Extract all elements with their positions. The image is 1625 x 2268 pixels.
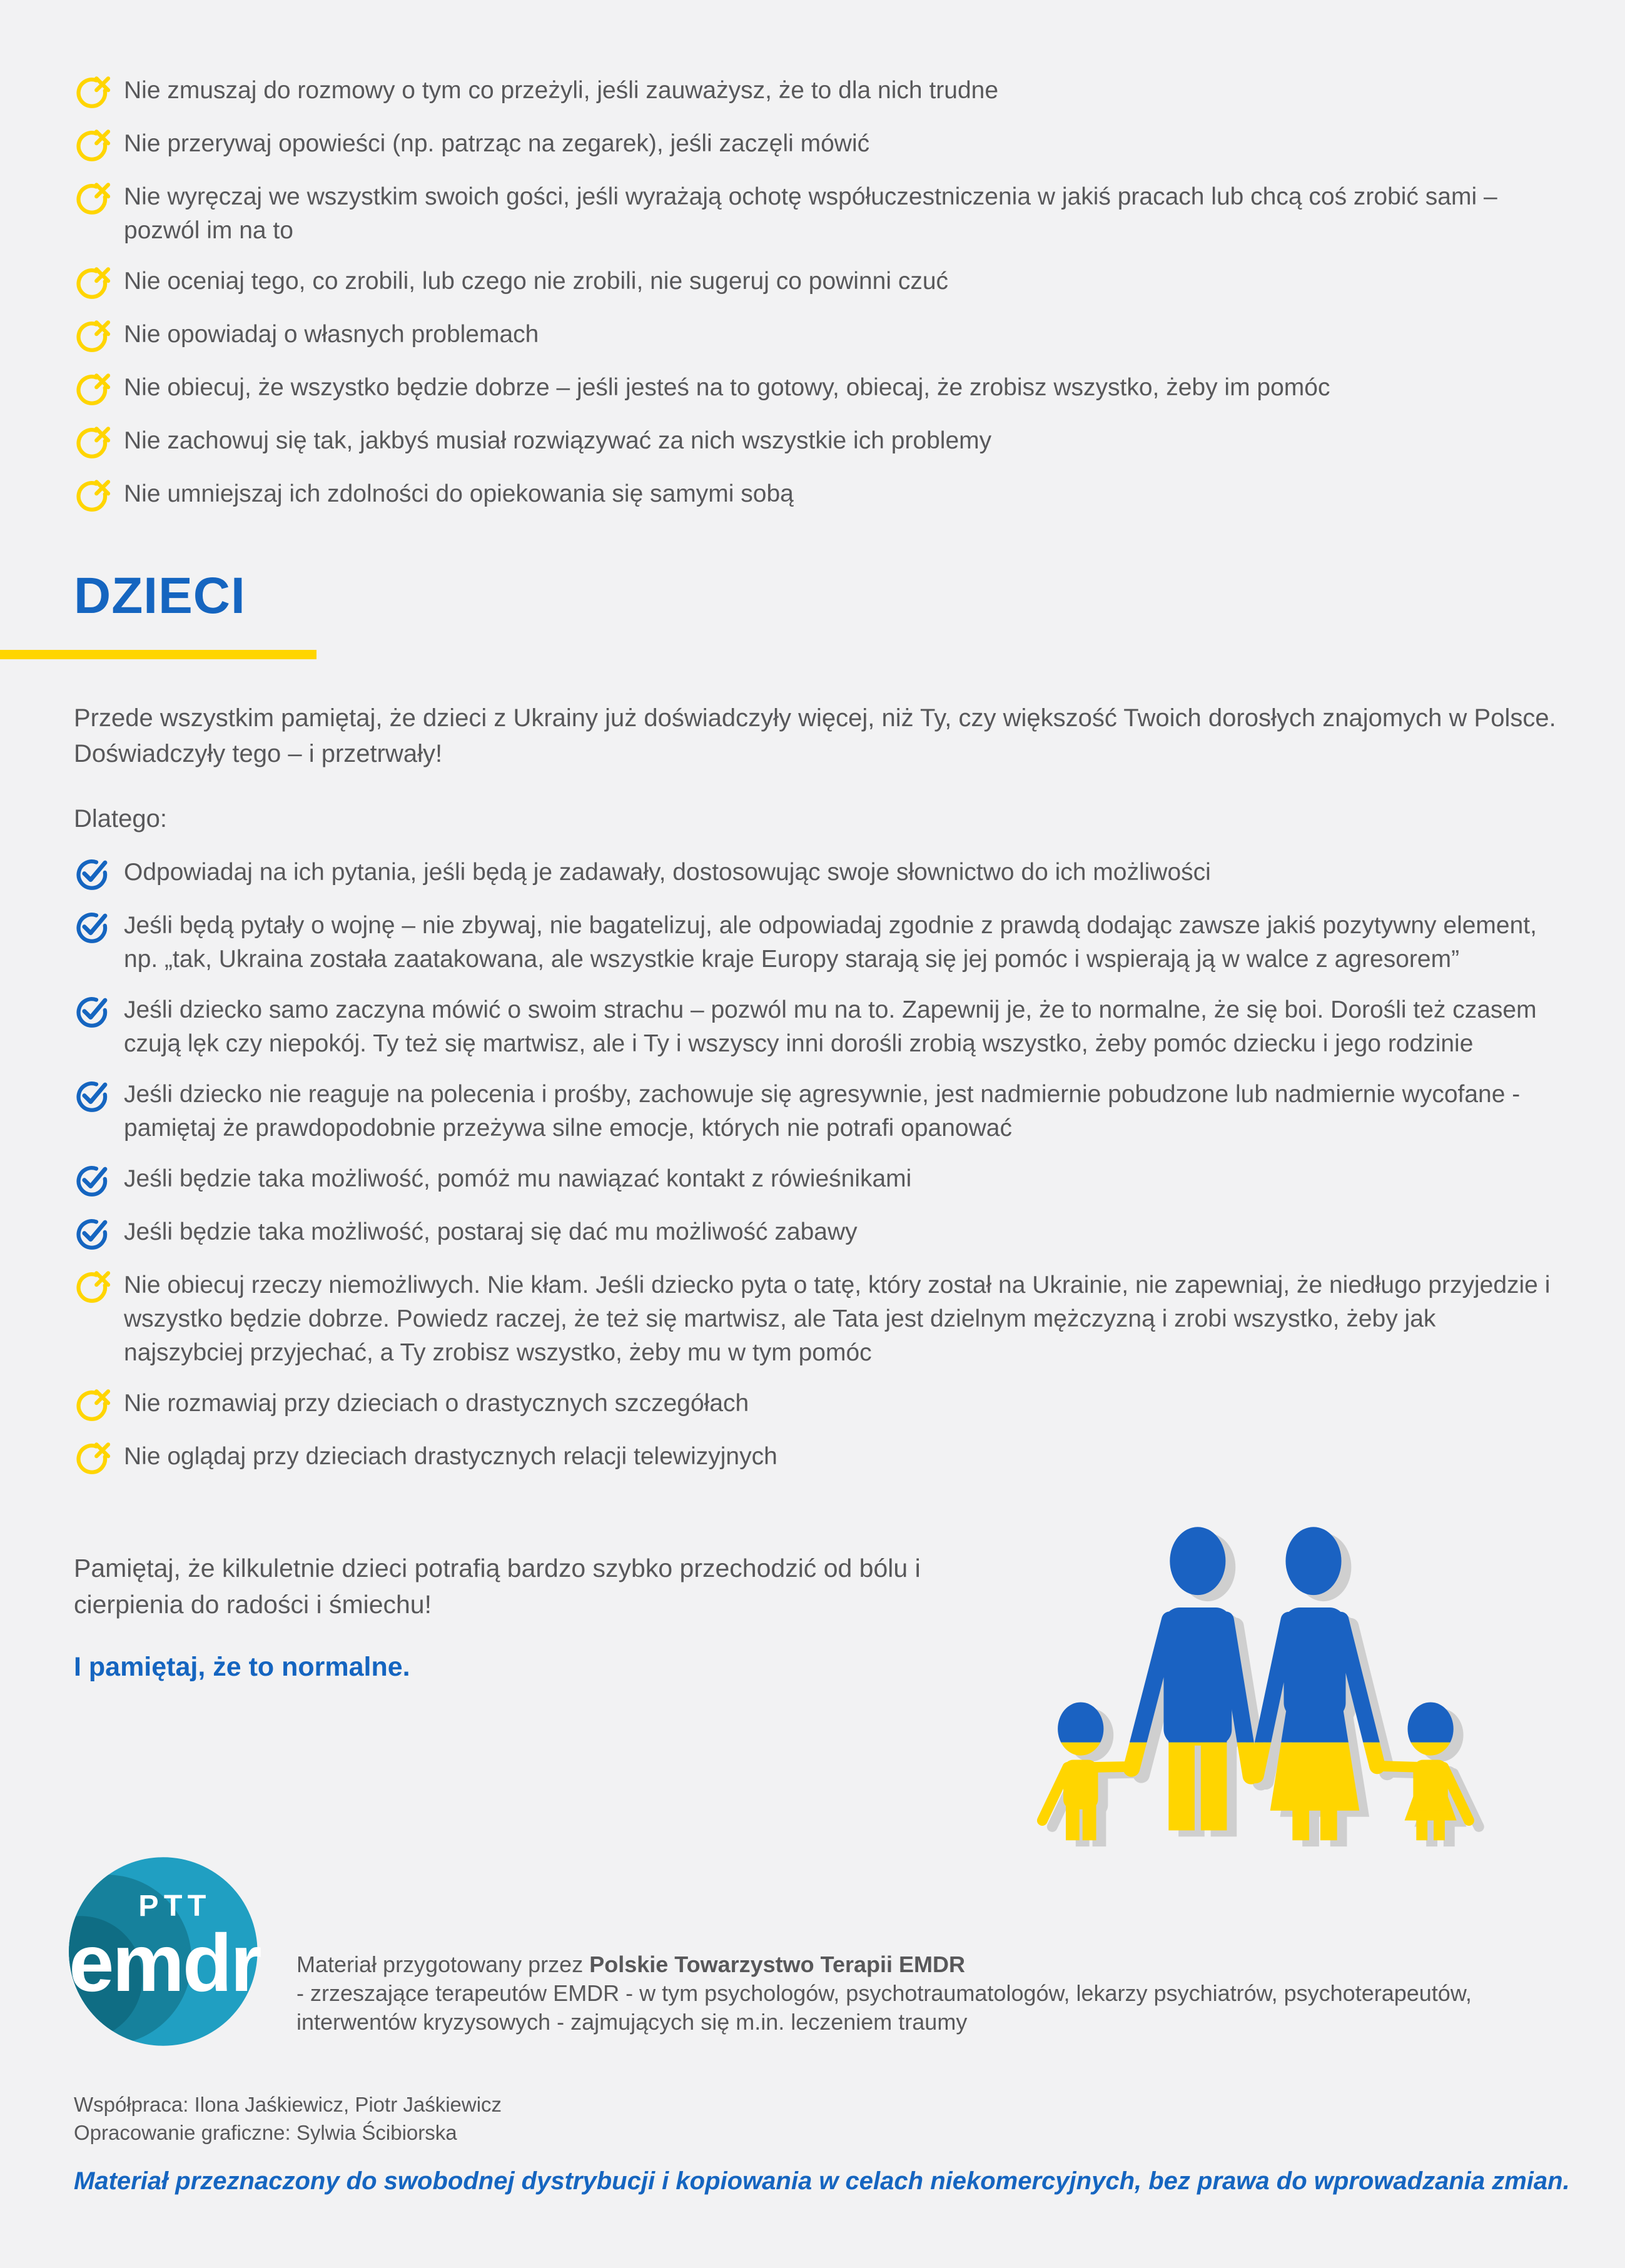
list-item bbox=[74, 265, 1557, 301]
dont-list-children bbox=[74, 1268, 1557, 1476]
list-item-text: Nie rozmawiaj przy dzieciach o drastycznych szczegółach bbox=[124, 1390, 749, 1417]
section-title: DZIECI bbox=[74, 567, 246, 624]
list-item bbox=[74, 127, 1557, 163]
list-item bbox=[74, 1387, 1557, 1423]
family-illustration bbox=[1004, 1476, 1499, 1860]
list-item-text: Nie przerywaj opowieści (np. patrząc na zegarek), jeśli zaczęli mówić bbox=[124, 130, 870, 157]
credits-prepared-line bbox=[296, 1950, 1591, 1979]
lead-in-text: Dlatego: bbox=[74, 805, 167, 833]
credits-block bbox=[296, 1950, 1591, 2037]
cancel-circle-icon bbox=[74, 263, 111, 301]
logo-ptt-text: PTT bbox=[138, 1889, 211, 1923]
cancel-circle-icon bbox=[74, 126, 111, 163]
emdr-ptt-logo bbox=[66, 1851, 266, 2052]
cancel-circle-icon bbox=[74, 316, 111, 354]
yellow-rule bbox=[0, 650, 316, 659]
check-circle-icon bbox=[74, 992, 111, 1030]
graphic-design-line: Opracowanie graficzne: Sylwia Ścibiorska bbox=[74, 2121, 457, 2144]
list-item bbox=[74, 371, 1557, 407]
list-item-text: Jeśli będą pytały o wojnę – nie zbywaj, nie bagatelizuj, ale odpowiadaj zgodnie z prawdą dodając zawsze jakiś pozytywny element, np. „tak, Ukraina została zaatakowana, ale wszystkie kraje Europy starają się jej pomóc i wspierają ją w walce z agresorem” bbox=[124, 912, 1537, 973]
main-content bbox=[74, 74, 1557, 1493]
cancel-circle-icon bbox=[74, 1439, 111, 1476]
closing-emphasis: I pamiętaj, że to normalne. bbox=[74, 1652, 410, 1682]
list-item-text: Jeśli będzie taka możliwość, postaraj się dać mu możliwość zabawy bbox=[124, 1218, 858, 1245]
list-item bbox=[74, 74, 1557, 110]
cancel-circle-icon bbox=[74, 179, 111, 216]
list-item bbox=[74, 424, 1557, 460]
list-item-text: Nie obiecuj, że wszystko będzie dobrze – jeśli jesteś na to gotowy, obiecaj, że zrobisz wszystko, żeby im pomóc bbox=[124, 374, 1330, 401]
cancel-circle-icon bbox=[74, 370, 111, 407]
list-item bbox=[74, 318, 1557, 354]
credits-description: - zrzeszające terapeutów EMDR - w tym psychologów, psychotraumatologów, lekarzy psychiatrów, psychoterapeutów, interwentów kryzysowych - zajmujących się m.in. leczeniem traumy bbox=[296, 1980, 1472, 2035]
check-circle-icon bbox=[74, 908, 111, 945]
list-item-text: Nie wyręczaj we wszystkim swoich gości, jeśli wyrażają ochotę współuczestniczenia w jakiś pracach lub chcą coś zrobić sami – pozwól im na to bbox=[124, 183, 1497, 244]
check-circle-icon bbox=[74, 1161, 111, 1198]
list-item-text: Nie opowiadaj o własnych problemach bbox=[124, 321, 539, 348]
list-item bbox=[74, 477, 1557, 514]
family-ukraine-pictogram bbox=[1004, 1476, 1499, 1860]
list-item-text: Nie oceniaj tego, co zrobili, lub czego nie zrobili, nie sugeruj co powinni czuć bbox=[124, 268, 949, 295]
check-circle-icon bbox=[74, 1076, 111, 1114]
footer-credits bbox=[74, 2090, 1512, 2147]
list-item bbox=[74, 856, 1557, 892]
credits-prefix: Materiał przygotowany przez bbox=[296, 1952, 590, 1977]
cancel-circle-icon bbox=[74, 476, 111, 514]
list-item bbox=[74, 1215, 1557, 1252]
list-item-text: Nie oglądaj przy dzieciach drastycznych relacji telewizyjnych bbox=[124, 1443, 777, 1470]
dont-list-top bbox=[74, 74, 1557, 514]
list-item bbox=[74, 1162, 1557, 1198]
list-item bbox=[74, 1440, 1557, 1476]
cancel-circle-icon bbox=[74, 73, 111, 110]
logo-emdr-text: emdr bbox=[69, 1916, 261, 2008]
cancel-circle-icon bbox=[74, 423, 111, 460]
closing-block bbox=[74, 1550, 962, 1684]
logo-graphic bbox=[66, 1851, 266, 2052]
cancel-circle-icon bbox=[74, 1385, 111, 1423]
list-item-text: Odpowiadaj na ich pytania, jeśli będą je zadawały, dostosowując swoje słownictwo do ich możliwości bbox=[124, 859, 1211, 886]
list-item bbox=[74, 909, 1557, 976]
list-item-text: Nie zmuszaj do rozmowy o tym co przeżyli, jeśli zauważysz, że to dla nich trudne bbox=[124, 77, 999, 104]
list-item bbox=[74, 180, 1557, 248]
list-item-text: Nie umniejszaj ich zdolności do opiekowania się samymi sobą bbox=[124, 480, 794, 507]
cancel-circle-icon bbox=[74, 1267, 111, 1305]
list-item-text: Jeśli będzie taka możliwość, pomóż mu nawiązać kontakt z rówieśnikami bbox=[124, 1165, 912, 1192]
closing-paragraph: Pamiętaj, że kilkuletnie dzieci potrafią bardzo szybko przechodzić od bólu i cierpienia do radości i śmiechu! bbox=[74, 1554, 921, 1619]
do-list bbox=[74, 856, 1557, 1252]
list-item-text: Jeśli dziecko nie reaguje na polecenia i prośby, zachowuje się agresywnie, jest nadmiernie pobudzone lub nadmiernie wycofane - pamiętaj że prawdopodobnie przeżywa silne emocje, których nie potrafi opanować bbox=[124, 1081, 1521, 1142]
check-circle-icon bbox=[74, 1214, 111, 1252]
intro-paragraph: Przede wszystkim pamiętaj, że dzieci z Ukrainy już doświadczyły więcej, niż Ty, czy większość Twoich dorosłych znajomych w Polsce. Doświadczyły tego – i przetrwały! bbox=[74, 704, 1556, 767]
list-item-text: Nie zachowuj się tak, jakbyś musiał rozwiązywać za nich wszystkie ich problemy bbox=[124, 427, 992, 454]
list-item bbox=[74, 1078, 1557, 1145]
list-item-text: Nie obiecuj rzeczy niemożliwych. Nie kłam. Jeśli dziecko pyta o tatę, który został na Ukrainie, nie zapewniaj, że niedługo przyjedzie i wszystko będzie dobrze. Powiedz raczej, że też się martwisz, ale Tata jest dzielnym mężczyzną i zrobi wszystko, żeby jak najszybciej przyjechać, a Ty zrobisz wszystko, żeby mu w tym pomóc bbox=[124, 1272, 1551, 1366]
list-item bbox=[74, 1268, 1557, 1370]
list-item bbox=[74, 993, 1557, 1061]
cooperation-line: Współpraca: Ilona Jaśkiewicz, Piotr Jaśkiewicz bbox=[74, 2093, 502, 2116]
list-item-text: Jeśli dziecko samo zaczyna mówić o swoim strachu – pozwól mu na to. Zapewnij je, że to normalne, że się boi. Dorośli też czasem czują lęk czy niepokój. Ty też się martwisz, ale i Ty i wszyscy inni dorośli zrobią wszystko, żeby pomóc dziecku i jego rodzinie bbox=[124, 996, 1537, 1057]
check-circle-icon bbox=[74, 854, 111, 892]
credits-organization: Polskie Towarzystwo Terapii EMDR bbox=[589, 1952, 966, 1977]
license-text: Materiał przeznaczony do swobodnej dystrybucji i kopiowania w celach niekomercyjnych, bez prawa do wprowadzania zmian. bbox=[74, 2167, 1570, 2195]
